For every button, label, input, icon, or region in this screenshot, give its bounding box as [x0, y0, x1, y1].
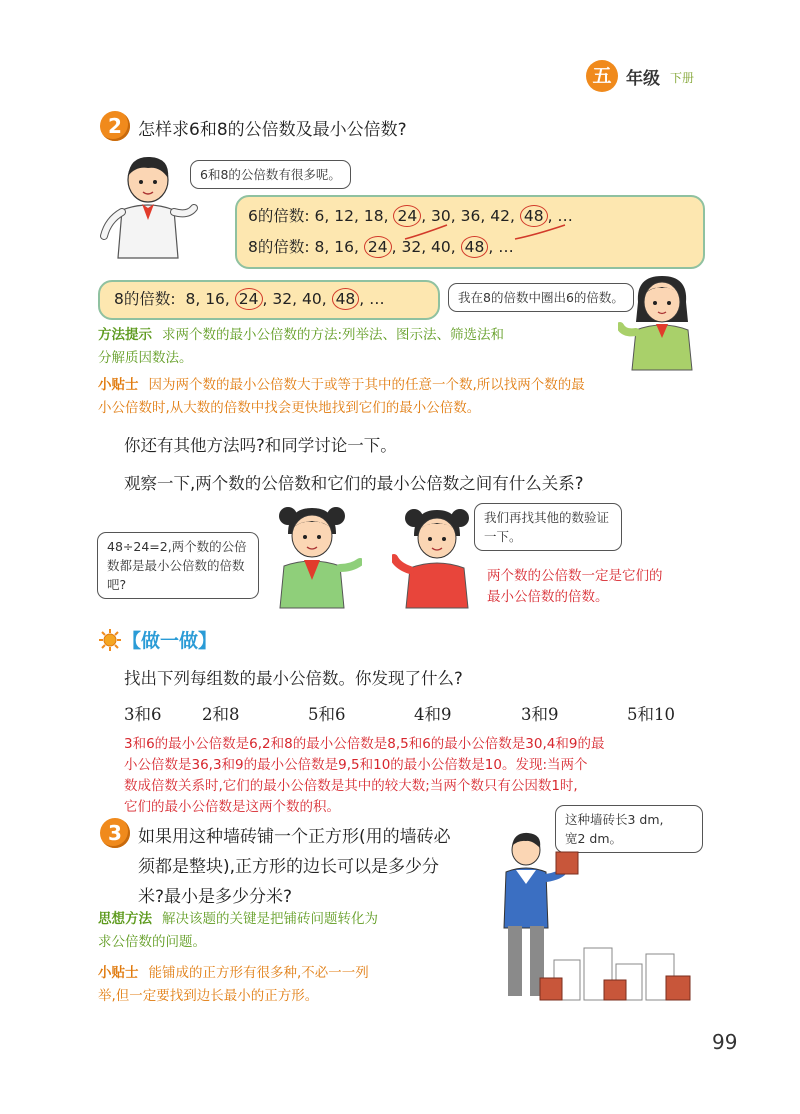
list6-item-circled: 48 [520, 205, 548, 227]
box2-item: 40 [301, 290, 322, 308]
question-number-2: 2 [100, 111, 130, 141]
list8-item: 32 [401, 238, 422, 256]
pair-item: 5和10 [627, 705, 675, 724]
man-with-bricks-illustration [490, 830, 700, 1010]
discuss-prompt: 你还有其他方法吗?和同学讨论一下。 [124, 436, 397, 455]
box2-label: 8的倍数: [114, 290, 176, 308]
question-2-text: 怎样求6和8的公倍数及最小公倍数? [138, 120, 407, 140]
pair-item: 4和9 [414, 705, 452, 724]
method-tip-text: 求两个数的最小公倍数的方法:列举法、图示法、筛选法和 [162, 327, 505, 343]
q3-small-tip [98, 962, 488, 1008]
q3-small-tip-label: 小贴士 [98, 965, 139, 981]
multiples-of-6-row: 6的倍数: 6, 12, 18, 24 , 30, 36, 42, 48 , … [248, 207, 573, 225]
list8-label: 8的倍数: [248, 238, 310, 256]
grade-label: 年级 [626, 69, 660, 89]
man-bubble-line-2: 宽2 dm。 [565, 831, 623, 846]
list6-item: 30 [431, 207, 451, 225]
volume-label: 下册 [670, 71, 695, 85]
box2-item: … [369, 290, 385, 308]
list6-item: 42 [490, 207, 510, 225]
q3-small-tip-text-2: 举,但一定要找到边长最小的正方形。 [98, 988, 319, 1004]
page-number: 99 [712, 1030, 738, 1054]
question-3-text [138, 822, 451, 912]
box2-item: 8 [185, 290, 196, 308]
answer-line: 小公倍数是36,3和9的最小公倍数是9,5和10的最小公倍数是10。发现:当两个 [124, 757, 588, 773]
list6-item: 18 [363, 207, 384, 225]
answer-line: 数成倍数关系时,它们的最小公倍数是其中的较大数;当两个数只有公因数1时, [124, 778, 578, 794]
list8-item-circled: 48 [461, 236, 489, 258]
sun-icon [98, 628, 122, 656]
list8-item-circled: 24 [364, 236, 392, 258]
connector-lines [235, 195, 701, 265]
pair-item: 5和6 [308, 705, 346, 724]
red-answer-line-1: 两个数的公倍数一定是它们的 [487, 568, 663, 584]
idea-tip [98, 908, 488, 954]
idea-tip-text-2: 求公倍数的问题。 [98, 934, 206, 950]
list8-item: 8 [314, 238, 325, 256]
question-3-line: 米?最小是多少分米? [138, 887, 293, 907]
man-bubble-line-1: 这种墙砖长3 dm, [565, 812, 664, 827]
list6-item-circled: 24 [393, 205, 421, 227]
multiples-of-8-row-2: 8的倍数: 8, 16, 24 , 32, 40, 48 , … [114, 290, 385, 308]
q3-small-tip-text: 能铺成的正方形有很多种,不必一一列 [148, 965, 369, 981]
pair-item: 2和8 [202, 705, 240, 724]
box2-item: 16 [205, 290, 225, 308]
list6-item: 6 [314, 207, 325, 225]
boy-speech-bubble: 6和8的公倍数有很多呢。 [190, 160, 351, 189]
small-tip-label: 小贴士 [98, 377, 139, 393]
list6-item: 36 [460, 207, 481, 225]
girl-right-bubble: 我们再找其他的数验证一下。 [474, 503, 622, 551]
method-tip [98, 324, 698, 370]
red-answer [487, 566, 663, 608]
question-3-line: 须都是整块),正方形的边长可以是多少分 [138, 857, 440, 877]
small-tip [98, 374, 718, 420]
pair-item: 3和9 [521, 705, 559, 724]
practice-instruction: 找出下列每组数的最小公倍数。你发现了什么? [124, 669, 463, 688]
pair-item: 3和6 [124, 705, 162, 724]
grade-badge: 五 [586, 60, 618, 92]
list8-item: 40 [431, 238, 451, 256]
box2-item-circled: 24 [235, 288, 263, 310]
multiples-of-8-row: 8的倍数: 8, 16, 24 , 32, 40, 48 , … [248, 238, 514, 256]
observe-prompt: 观察一下,两个数的公倍数和它们的最小公倍数之间有什么关系? [124, 474, 584, 493]
method-tip-text-2: 分解质因数法。 [98, 350, 193, 366]
box2-item: 32 [272, 290, 293, 308]
girl-left-bubble: 48÷24=2,两个数的公倍数都是最小公倍数的倍数吧? [97, 532, 259, 599]
list8-item: … [498, 238, 514, 256]
red-answer-line-2: 最小公倍数的倍数。 [487, 589, 609, 605]
small-tip-text: 因为两个数的最小公倍数大于或等于其中的任意一个数,所以找两个数的最 [148, 377, 585, 393]
box2-item-circled: 48 [332, 288, 360, 310]
practice-title: 【做一做】 [122, 630, 218, 652]
list8-item: 16 [334, 238, 354, 256]
question-number-3: 3 [100, 818, 130, 848]
girl-red-illustration [392, 500, 482, 610]
list6-item: … [557, 207, 573, 225]
boy-illustration [100, 150, 200, 260]
method-tip-label: 方法提示 [98, 327, 152, 343]
answer-line: 3和6的最小公倍数是6,2和8的最小公倍数是8,5和6的最小公倍数是30,4和9的最 [124, 736, 605, 752]
idea-tip-text: 解决该题的关键是把铺砖问题转化为 [162, 911, 378, 927]
idea-tip-label: 思想方法 [98, 911, 152, 927]
answer-line: 它们的最小公倍数是这两个数的积。 [124, 799, 340, 815]
girl-green-illustration [262, 500, 362, 610]
list6-label: 6的倍数: [248, 207, 310, 225]
small-tip-text-2: 小公倍数时,从大数的倍数中找会更快地找到它们的最小公倍数。 [98, 400, 481, 416]
list6-item: 12 [334, 207, 354, 225]
girl-speech-bubble: 我在8的倍数中圈出6的倍数。 [448, 283, 634, 312]
question-3-line: 如果用这种墙砖铺一个正方形(用的墙砖必 [138, 827, 451, 847]
